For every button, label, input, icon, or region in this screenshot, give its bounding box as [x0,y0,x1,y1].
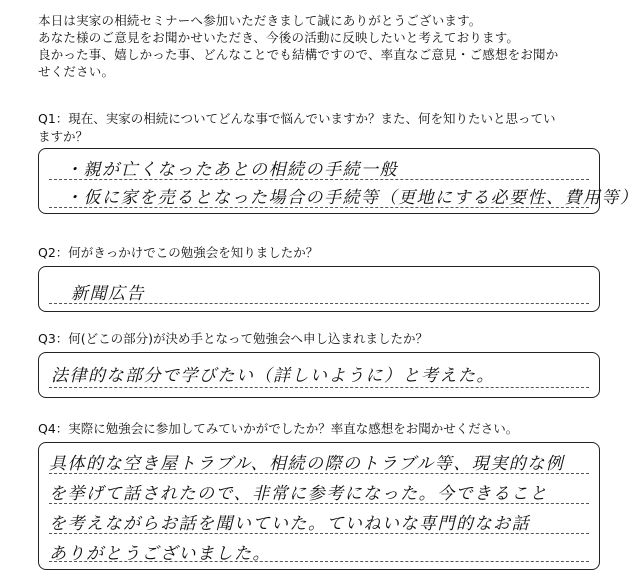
handwritten-answer-line: ありがとうございました。 [49,544,271,564]
handwritten-answer-line: 新聞広告 [71,284,145,304]
intro-line: せください。 [38,64,115,79]
handwritten-answer-line: を考えながらお話を聞いていた。ていねいな専門的なお話 [49,514,530,534]
question-line: ますか？ [38,129,89,144]
ruled-line [49,387,589,388]
handwritten-answer-line: ・仮に家を売るとなった場合の手続等（更地にする必要性、費用等） [65,188,639,208]
question-2-label [38,244,318,262]
question-3-label [38,330,428,348]
answer-box-2 [38,266,600,312]
intro-paragraph [38,12,618,80]
question-4-label [38,420,518,438]
handwritten-answer-line: を挙げて話されたので、非常に参考になった。今できること [49,484,549,504]
handwritten-answer-line: 具体的な空き屋トラブル、相続の際のトラブル等、現実的な例 [49,454,565,474]
handwritten-answer-line: 法律的な部分で学びたい（詳しいように）と考えた。 [51,366,495,386]
question-line: Q2：何がきっかけでこの勉強会を知りましたか？ [38,245,319,260]
question-1-label [38,110,556,146]
intro-line: 良かった事、嬉しかった事、どんなことでも結構ですので、率直なご意見・ご感想をお聞か [38,47,559,62]
question-line: Q3：何(どこの部分)が決め手となって勉強会へ申し込まれましたか？ [38,331,429,346]
handwritten-answer-line: ・親が亡くなったあとの相続の手続一般 [65,160,398,180]
answer-box-1 [38,148,639,214]
intro-line: あなた様のご意見をお聞かせいただき、今後の活動に反映したいと考えております。 [38,30,520,45]
answer-box-3 [38,352,600,398]
answer-box-4 [38,442,600,570]
question-line: Q1：現在、実家の相続についてどんな事で悩んでいますか？また、何を知りたいと思ってい [38,111,556,126]
intro-line: 本日は実家の相続セミナーへ参加いただきまして誠にありがとうございます。 [38,13,482,28]
question-line: Q4：実際に勉強会に参加してみていかがでしたか？率直な感想をお聞かせください。 [38,421,519,436]
